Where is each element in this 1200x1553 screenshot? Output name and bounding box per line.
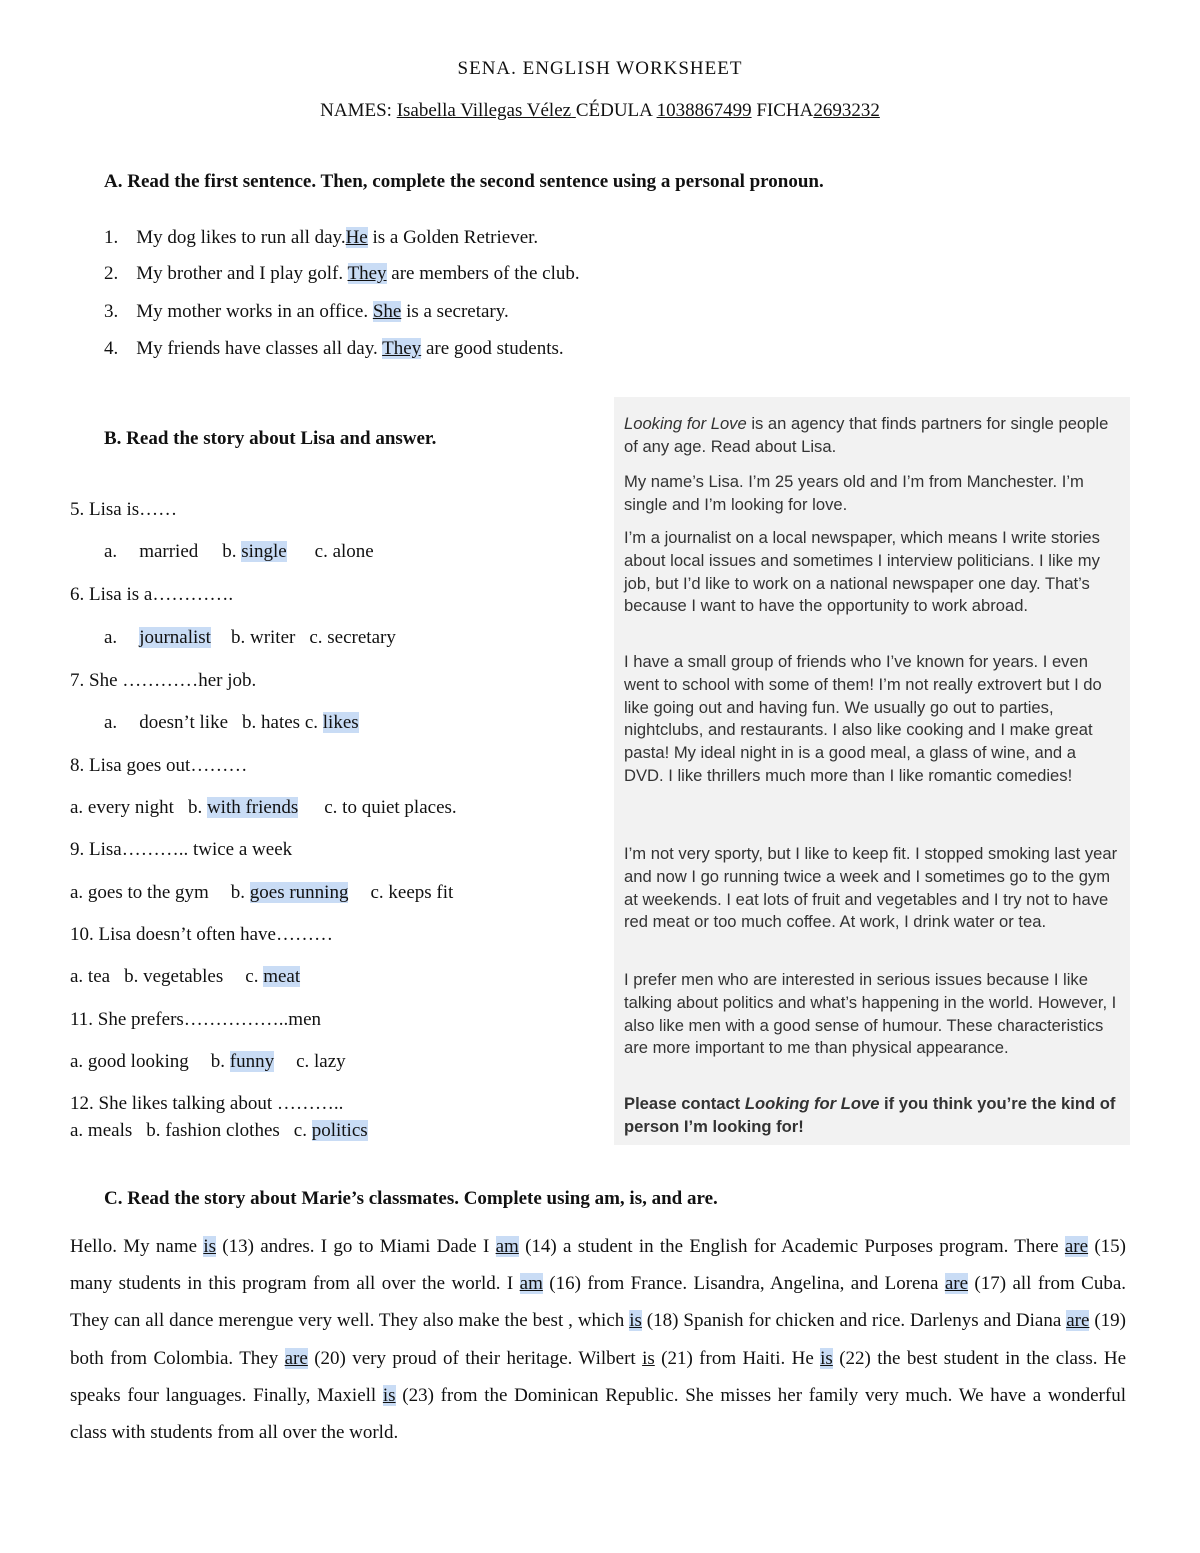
names-line <box>0 100 1200 122</box>
worksheet-title: SENA. ENGLISH WORKSHEET <box>457 58 743 79</box>
list-item: 1. My dog likes to run all day.He is a Golden Retriever. <box>104 227 539 248</box>
question-8-options: a. every night b. with friends c. to quiet places. <box>70 797 457 818</box>
list-item: 2. My brother and I play golf. They are members of the club. <box>104 263 580 284</box>
question-11-options: a. good looking b. funny c. lazy <box>70 1051 346 1072</box>
section-b-heading: B. Read the story about Lisa and answer. <box>104 428 437 449</box>
question-7-options: a. doesn’t like b. hates c. likes <box>104 712 359 733</box>
story-paragraph: Looking for Love is an agency that finds partners for single people of any age. Read about Lisa. <box>624 414 1109 456</box>
story-paragraph: I prefer men who are interested in serious issues because I like talking about politics and what’s happening in the world. However, I also like men with a good sense of humour. These characteristics are more important to me than physical appearance. <box>624 970 1117 1058</box>
story-paragraph: Please contact Looking for Love if you think you’re the kind of person I’m looking for! <box>624 1094 1116 1136</box>
question-9-options: a. goes to the gym b. goes running c. keeps fit <box>70 882 454 903</box>
section-c-paragraph: Hello. My name is (13) andres. I go to Miami Dade I am (14) a student in the English for Academic Purposes program. There are (15) many students in this program from all over the world. I am (16) from France. Lisandra, Angelina, and Lorena are (17) all from Cuba. They can all dance merengue very well. They also make the best , which is (18) Spanish for chicken and rice. Darlenys and Diana are (19) both from Colombia. They are (20) very proud of their heritage. Wilbert is (21) from Haiti. He is (22) the best student in the class. He speaks four languages. Finally, Maxiell is (23) from the Dominican Republic. She misses her family very much. We have a wonderful class with students from all over the world. <box>70 1236 1127 1444</box>
question-10: 10. Lisa doesn’t often have……… <box>70 924 333 945</box>
cedula-label: CÉDULA <box>575 100 652 121</box>
story-paragraph: My name’s Lisa. I’m 25 years old and I’m from Manchester. I’m single and I’m looking for love. <box>624 472 1084 514</box>
question-10-options: a. tea b. vegetables c. meat <box>70 966 301 987</box>
question-11: 11. She prefers……………..men <box>70 1009 321 1030</box>
question-6: 6. Lisa is a…………. <box>70 584 234 605</box>
ficha-label: FICHA <box>756 100 814 121</box>
question-7: 7. She …………her job. <box>70 670 257 691</box>
lisa-story-image <box>614 397 1130 1145</box>
ficha-value: 2693232 <box>813 100 880 121</box>
story-paragraph: I have a small group of friends who I’ve known for years. I even went to school with some of them! I’m not really extrovert but I do like going out and having fun. We usually go out to parties, nightclubs, and restaurants. I also like cooking and I make great pasta! My ideal night in is a good meal, a glass of wine, and a DVD. I like thrillers much more than I like romantic comedies! <box>624 652 1102 785</box>
section-a-heading: A. Read the first sentence. Then, complete the second sentence using a personal pronoun. <box>104 171 824 192</box>
question-8: 8. Lisa goes out……… <box>70 755 248 776</box>
section-c-heading: C. Read the story about Marie’s classmates. Complete using am, is, and are. <box>104 1188 718 1209</box>
question-6-options: a. journalist b. writer c. secretary <box>104 627 396 648</box>
story-paragraph: I’m a journalist on a local newspaper, which means I write stories about local issues and sometimes I interview politicians. I like my job, but I’d like to work on a national newspaper one day. That’s because I want to have the opportunity to work abroad. <box>624 528 1100 616</box>
list-item: 4. My friends have classes all day. They are good students. <box>104 338 564 359</box>
question-9: 9. Lisa……….. twice a week <box>70 839 293 860</box>
cedula-value: 1038867499 <box>656 100 752 121</box>
question-5-options: a. married b. single c. alone <box>104 541 374 562</box>
story-paragraph: I’m not very sporty, but I like to keep fit. I stopped smoking last year and now I go running twice a week and I sometimes go to the gym at weekends. I eat lots of fruit and vegetables and I try not to have red meat or too much coffee. At work, I drink water or tea. <box>624 844 1118 932</box>
question-12: 12. She likes talking about ……….. <box>70 1093 344 1114</box>
question-12-options: a. meals b. fashion clothes c. politics <box>70 1120 368 1141</box>
list-item: 3. My mother works in an office. She is a secretary. <box>104 301 509 322</box>
names-value: Isabella Villegas Vélez <box>396 100 572 121</box>
question-5: 5. Lisa is…… <box>70 499 178 520</box>
names-label: NAMES: <box>320 100 392 121</box>
